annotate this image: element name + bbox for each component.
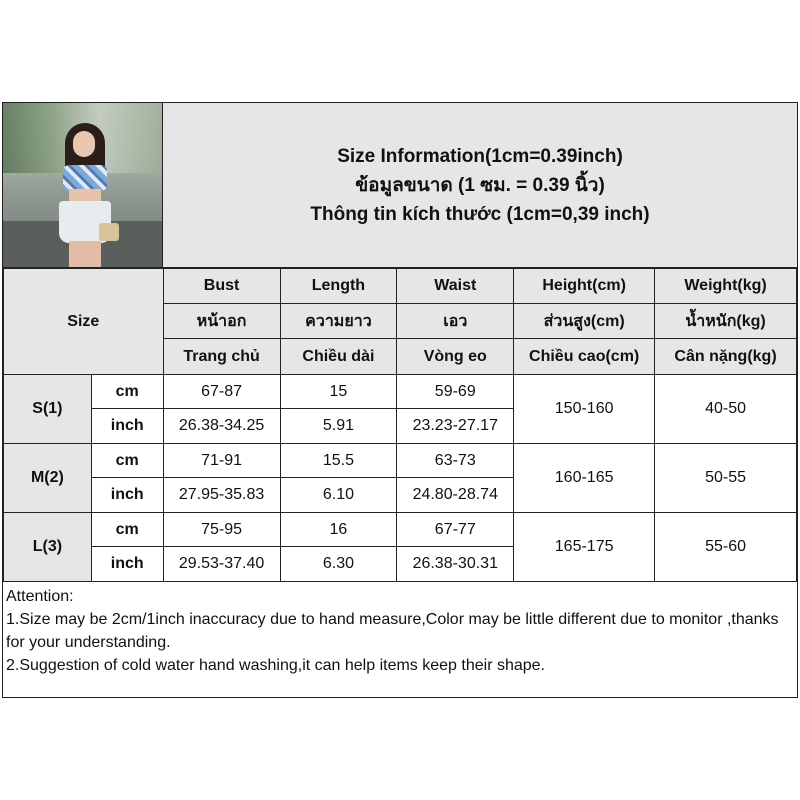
header-length-en: Length	[280, 269, 397, 304]
header-height-vi: Chiều cao(cm)	[514, 339, 655, 375]
header-weight-vi: Cân nặng(kg)	[655, 339, 797, 375]
header-title-vi: Thông tin kích thước (1cm=0,39 inch)	[310, 203, 650, 225]
size-m-label: M(2)	[4, 444, 92, 513]
waist-cell: 63-73	[397, 444, 514, 478]
bust-cell: 26.38-34.25	[163, 409, 280, 444]
waist-cell: 67-77	[397, 513, 514, 547]
header-waist-vi: Vòng eo	[397, 339, 514, 375]
header-weight-en: Weight(kg)	[655, 269, 797, 304]
waist-cell: 23.23-27.17	[397, 409, 514, 444]
waist-cell: 59-69	[397, 375, 514, 409]
size-l-label: L(3)	[4, 513, 92, 582]
waist-cell: 24.80-28.74	[397, 478, 514, 513]
notes-line-2: 2.Suggestion of cold water hand washing,it can help items keep their shape.	[6, 657, 545, 674]
unit-cm: cm	[91, 513, 163, 547]
header-bust-th: หน้าอก	[163, 304, 280, 339]
size-chart	[2, 102, 798, 698]
length-cell: 6.30	[280, 547, 397, 582]
length-cell: 6.10	[280, 478, 397, 513]
bust-cell: 67-87	[163, 375, 280, 409]
unit-cm: cm	[91, 375, 163, 409]
size-table	[3, 268, 797, 582]
height-cell: 160-165	[514, 444, 655, 513]
model-top	[63, 165, 107, 191]
table-row	[4, 375, 797, 409]
header-length-vi: Chiều dài	[280, 339, 397, 375]
unit-inch: inch	[91, 409, 163, 444]
product-photo	[3, 103, 163, 268]
attention-notes	[3, 581, 797, 681]
bust-cell: 27.95-35.83	[163, 478, 280, 513]
notes-line-1: 1.Size may be 2cm/1inch inaccuracy due to hand measure,Color may be little different due to monitor ,thanks for your understanding.	[6, 611, 779, 651]
header-bust-en: Bust	[163, 269, 280, 304]
length-cell: 15.5	[280, 444, 397, 478]
unit-inch: inch	[91, 547, 163, 582]
table-row	[4, 513, 797, 547]
header-length-th: ความยาว	[280, 304, 397, 339]
model-legs	[69, 241, 101, 268]
header-waist-en: Waist	[397, 269, 514, 304]
length-cell: 5.91	[280, 409, 397, 444]
size-column-label: Size	[4, 269, 164, 375]
bust-cell: 29.53-37.40	[163, 547, 280, 582]
unit-inch: inch	[91, 478, 163, 513]
header-height-th: ส่วนสูง(cm)	[514, 304, 655, 339]
height-cell: 150-160	[514, 375, 655, 444]
size-info-header	[163, 103, 797, 268]
table-row	[4, 444, 797, 478]
notes-title: Attention:	[6, 588, 74, 605]
weight-cell: 55-60	[655, 513, 797, 582]
length-cell: 16	[280, 513, 397, 547]
weight-cell: 40-50	[655, 375, 797, 444]
header-height-en: Height(cm)	[514, 269, 655, 304]
header-title-th: ข้อมูลขนาด (1 ซม. = 0.39 นิ้ว)	[355, 174, 605, 196]
weight-cell: 50-55	[655, 444, 797, 513]
header-weight-th: น้ำหนัก(kg)	[655, 304, 797, 339]
bust-cell: 75-95	[163, 513, 280, 547]
header-bust-vi: Trang chủ	[163, 339, 280, 375]
height-cell: 165-175	[514, 513, 655, 582]
unit-cm: cm	[91, 444, 163, 478]
header-waist-th: เอว	[397, 304, 514, 339]
model-bag	[99, 223, 119, 241]
length-cell: 15	[280, 375, 397, 409]
waist-cell: 26.38-30.31	[397, 547, 514, 582]
bust-cell: 71-91	[163, 444, 280, 478]
model-face	[73, 131, 95, 157]
header-title-en: Size Information(1cm=0.39inch)	[337, 145, 623, 167]
size-s-label: S(1)	[4, 375, 92, 444]
